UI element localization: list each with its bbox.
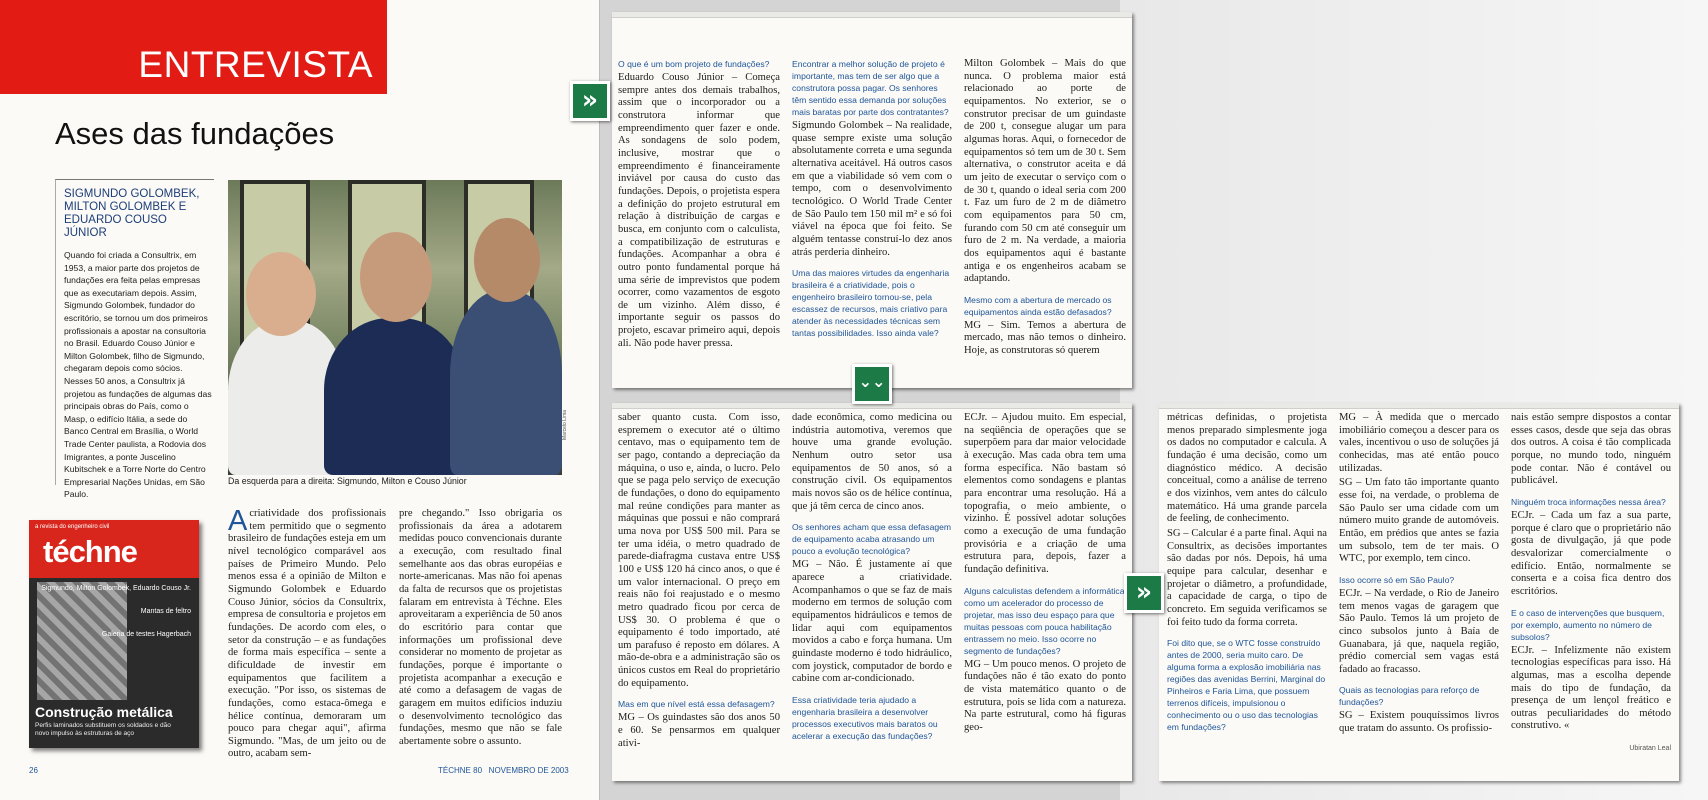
magazine-page-left	[0, 0, 600, 800]
cover-subline: Perfis laminados substituem os soldados e dão novo impulso às estruturas de aço	[35, 722, 171, 737]
column	[792, 58, 952, 339]
photo-caption: Da esquerda para a direita: Sigmundo, Milton e Couso Júnior	[228, 476, 467, 486]
interview-answer: MG – Sim. Temos a abertura de mercado, mas não temos o dinheiro. Hoje, as construtoras só querem	[964, 319, 1126, 357]
column	[1339, 412, 1499, 736]
column	[1511, 412, 1671, 733]
continuation-page-2	[612, 403, 1132, 781]
interview-question: Quais as tecnologias para reforço de fundações?	[1339, 685, 1480, 708]
cover-item: Mantas de feltro	[140, 608, 191, 615]
cover-headline: Construção metálica	[35, 704, 173, 720]
interviewee-names: SIGMUNDO GOLOMBEK, MILTON GOLOMBEK E EDUARDO COUSO JÚNIOR	[64, 188, 200, 239]
drop-cap: A	[228, 505, 248, 537]
head-center	[360, 232, 432, 322]
interview-answer: ECJr. – Infelizmente não existem tecnologias específicas para isso. Há algumas, mas a escolha depende mais do tipo de fundação, da presença de um lençol freático e outras peculiaridades do método construtivo. «	[1511, 644, 1671, 732]
cover-tagline: a revista do engenheiro civil	[35, 524, 110, 530]
section-title: ENTREVISTA	[138, 44, 373, 85]
page-torn-edge	[1159, 403, 1679, 409]
interview-answer: Eduardo Couso Júnior – Começa sempre antes dos demais trabalhos, assim que o incorporador ou a construtora informar que empreendimento quer fazer e onde. As sondagens de solo podem, inclusive, mostrar que o empreendimento é financeiramente inviável por causa do custo das fundações. Depois, o projetista espera a definição do projeto estrutural em relação à distribuição de cargas e busca, em conjunto com o calculista, a compatibilização de estruturas e fundações. Acompanhar a obra é outro ponto fundamental porque há uma série de imprevistos que podem ocorrer, como vazamentos de esgoto de um vizinho. Além disso, é importante seguir os passos do projeto, escavar primeiro aqui, depois ali. Não pode haver pressa.	[618, 72, 780, 349]
interview-answer: métricas definidas, o projetista menos preparado simplesmente joga os dados no computador e calcula. A fundação é uma decisão, como um diagnóstico médico. A decisão conceitual, como a análise de terreno e dos vizinhos, vem antes do cálculo matemático. Há uma grande parcela de feeling, de conhecimento.	[1167, 412, 1327, 525]
interview-answer: MG – Um pouco menos. O projeto de fundações não é tão exato do ponto de vista matemático quanto o de estrutura, pois se lida com a natureza. Na parte estrutural, como há figuras geo-	[964, 658, 1126, 733]
interview-answer: nais estão sempre dispostos a contar esses casos, desde que seja das obras dos outros. A coisa é tão complicada porque, no mundo todo, ninguém pode contar. Não é contável ou publicável.	[1511, 412, 1671, 487]
interview-answer: ECJr. – Ajudou muito. Em especial, na seqüência de operações que se superpõem para dar maior velocidade à execução. Mas cada obra tem uma forma específica. Não bastam só elementos como sondagens e plantas para encontrar uma resolução. Há a topografia, o meio ambiente, o vizinho. É possível adotar soluções como a execução de uma fundação provisória e a criação de uma estrutura para, depois, fazer a fundação definitiva.	[964, 412, 1126, 575]
interview-answer: dade econômica, como medicina ou indústria automotiva, veremos que houve uma grande evolução. Nenhum outro setor usa equipamentos de 50 anos, só a construção civil. Os equipamentos mais novos são os de hélice contínua, que já têm cerca de cinco anos.	[792, 412, 952, 512]
interview-answer: MG – Os guindastes são dos anos 50 e 60. Se pensarmos em qualquer ativi-	[618, 712, 780, 749]
author-signature: Ubiratan Leal	[1629, 745, 1671, 752]
interview-answer: ECJr. – Na verdade, o Rio de Janeiro tem menos vagas de garagem que São Paulo. Temos lá um projeto de cinco subsolos junto à Baía de Guanabara, já que, naquela região, prédio comercial sem vagas está fadado ao fracasso.	[1339, 587, 1499, 675]
continuation-page-3	[1159, 403, 1679, 781]
column	[1167, 412, 1327, 733]
cover-item: Sigmundo, Milton Golombek, Eduardo Couso Jr.	[41, 585, 191, 592]
article-column-1	[228, 505, 386, 761]
continuation-page-1	[612, 12, 1132, 388]
column	[792, 412, 952, 742]
column	[618, 58, 780, 350]
interview-answer: SG – Existem pouquíssimos livros que tratam do assunto. Os profissio-	[1339, 710, 1499, 735]
column	[618, 412, 780, 750]
intro-text: Quando foi criada a Consultrix, em 1953, a maior parte dos projetos de fundações era feita pelas empresas que as executariam depois. Assim, Sigmundo Golombek, fundador do escritório, se tornou um dos primeiros profissionais a apostar na consultoria no Brasil. Eduardo Couso Júnior e Milton Golombek, filho de Sigmundo, chegaram depois como sócios. Nesses 50 anos, a Consultrix já projetou as fundações de algumas das principais obras do País, como o Masp, o edifício Itália, a sede do Banco Central em Brasília, o World Trade Center paulista, a Rodovia dos Imigrantes, a ponte Juscelino Kubitschek e a Torre Norte do Centro Empresarial Nações Unidas, em São Paulo.	[64, 250, 212, 500]
interview-answer: ECJr. – Cada um faz a sua parte, porque é claro que o proprietário não gosta de divulgação, já que pode desvalorizar comercialmente o edifício. Então, normalmente se conserta e a coisa fica dentro dos escritórios.	[1511, 509, 1671, 597]
interview-question: Mas em que nível está essa defasagem?	[618, 699, 775, 710]
intro-sidebar	[55, 179, 214, 500]
interview-answer: SG – Calcular é a parte final. Aqui na Consultrix, as decisões importantes são dadas por nós. Depois, há uma equipe para calcular, desenhar e projetar o diâmetro, a profundidade, a capacidade de carga, o tipo de concreto. Em seguida verificamos se foi feito tudo da forma correta.	[1167, 527, 1327, 628]
page-footer: TÉCHNE 80 NOVEMBRO DE 2003	[438, 766, 569, 775]
interview-question: Os senhores acham que essa defasagem de equipamento acaba atrasando um pouco a evolução tecnológica?	[792, 522, 952, 557]
next-column-arrow[interactable]: »	[570, 81, 610, 121]
head-left	[246, 252, 316, 336]
interview-question: Ninguém troca informações nessa área?	[1511, 496, 1666, 507]
interview-question: Alguns calculistas defendem a informática como um acelerador do processo de projetar, mas isso deu espaço para que muitas pessoas com pouca habilitação entrassem no meio. Isso ocorre no segmento de fundações?	[964, 585, 1125, 656]
interview-question: E o caso de intervenções que busquem, por exemplo, aumento no número de subsolos?	[1511, 607, 1665, 642]
head-right	[474, 218, 540, 302]
person-center	[324, 318, 466, 475]
interview-answer: Sigmundo Golombek – Na realidade, quase sempre existe uma solução absolutamente correta e uma segunda alternativa aceitável. Há outros casos em que a viabilidade só vem com o tempo, com o desenvolvimento tecnológico. O World Trade Center de São Paulo tem 150 mil m² e só foi viável na época que foi feito. Se alguém tentasse construí-lo dez anos atrás perderia dinheiro.	[792, 120, 952, 258]
column	[964, 412, 1126, 734]
cover-item: Galeria de testes Hagerbach	[101, 631, 191, 638]
next-page-arrow[interactable]: »	[1124, 573, 1164, 613]
interview-answer: SG – Um fato tão importante quanto esse foi, na verdade, o problema de São Paulo ser uma cidade com um número muito grande de automóveis. Então, em prédios que antes se fazia um subsolo, tem de ter mais. O WTC, por exemplo, tem cinco.	[1339, 477, 1499, 565]
photo-credit: Marcelo Lima	[562, 409, 568, 440]
interview-question: O que é um bom projeto de fundações?	[618, 59, 770, 69]
article-text: criatividade dos profissionais tem permitido que o segmento brasileiro de fundações esteja em um nível tecnológico comparável aos países de Primeiro Mundo. Pelo menos essa é a opinião de Milton e Sigmundo Golombek e Eduardo Couso Júnior, sócios da Consultrix, empresa de consultoria e projetos em fundações. De acordo com eles, o setor da construção – e as fundações de forma mais específica – sente a dificuldade de investir em equipamentos que facilitem a execução. "Por isso, os sistemas de fundações, como estaca-ômega e hélice contínua, demoraram um pouco para chegar aqui", afirma Sigmundo. "Mas, de um jeito ou de outro, acabam sem-	[228, 508, 386, 760]
cover-items	[41, 584, 191, 653]
interview-question: Essa criatividade teria ajudado a engenharia brasileira a desenvolver processos executivos mais baratos ou acelerar a execução das fundações?	[792, 694, 938, 741]
interview-question: Uma das maiores virtudes da engenharia brasileira é a criatividade, pois o engenheiro brasileiro tornou-se, pela escassez de recursos, mais criativo para atender às necessidades técnicas sem tantas possibilidades. Isso ainda vale?	[792, 268, 950, 339]
interviewees-photo	[228, 180, 562, 475]
interview-question: Isso ocorre só em São Paulo?	[1339, 574, 1455, 585]
interview-answer: MG – À medida que o mercado imobiliário começou a descer para os vales, incentivou o uso de soluções já conhecidas, mas até então pouco utilizadas.	[1339, 412, 1499, 474]
interview-answer: saber quanto custa. Com isso, espremem o executor até o último centavo, mas o equipamento tem de ser pago, contando a depreciação da máquina, o uso e, ainda, o lucro. Pelo que se paga pelo serviço de execução de fundações, o dono do equipamento mal reúne condições para manter as máquinas que possui e não comprará uma nova por US$ 500 mil. Para se ter uma idéia, o metro quadrado de parede-diafragma custava entre US$ 100 e US$ 120 há cinco anos, o que é um valor internacional. O preço em reais não foi reajustado e o mesmo metro quadrado ficou por cerca de US$ 30. O problema é que o equipamento é todo importado, até um parafuso é reposto em dólares. A mão-de-obra e a administração são os únicos custos em Real do proprietário do equipamento.	[618, 412, 780, 689]
article-column-2	[399, 508, 562, 748]
section-banner	[0, 0, 387, 94]
magazine-cover	[29, 520, 199, 748]
down-continue-arrow[interactable]: ⌄⌄	[852, 364, 892, 404]
cover-logo: téchne	[43, 534, 137, 569]
person-right	[450, 290, 562, 475]
interview-answer: MG – Não. É justamente aí que aparece a criatividade. Acompanhamos o que se faz de mais moderno em termos de solução com equipamentos hidráulicos e temos de lidar aqui com equipamentos movidos a cabo e força humana. Um guindaste moderno é todo hidráulico, com joystick, computador de bordo e cabine com ar-condicionado.	[792, 559, 952, 685]
column	[964, 58, 1126, 358]
interview-answer: Milton Golombek – Mais do que nunca. O problema maior está relacionado ao porte de equipamentos. No exterior, se o construtor precisar de um guindaste de 200 t, consegue alugar um para algumas horas. Aqui, o fornecedor de equipamentos só tem um de 30 t. Sem alternativa, o construtor aceita e dá um jeito de executar o serviço com o de 30 t, quando o ideal seria com 200 t. Faz um furo de 2 m de diâmetro com equipamentos para 50 cm, furando com 50 cm até conseguir um furo de 2 m. Na verdade, a maioria dos equipamentos aqui é bastante antiga e os engenheiros acabam se adaptando.	[964, 58, 1126, 285]
interview-question: Encontrar a melhor solução de projeto é importante, mas tem de ser algo que a construtora possa pagar. Os senhores têm sentido essa demanda por soluções mais baratas por parte dos contratantes?	[792, 59, 949, 117]
interview-question: Foi dito que, se o WTC fosse construído antes de 2000, seria muito caro. De alguma forma a explosão imobiliária nas regiões das avenidas Berrini, Marginal do Pinheiros e Faria Lima, que possuem terrenos difíceis, impulsionou o conhecimento ou o uso das tecnologias em fundações?	[1167, 638, 1326, 733]
page-number: 26	[29, 766, 38, 775]
article-text: pre chegando." Isso obrigaria os profissionais da área a adotarem medidas pouco convencionais durante a execução, com resultado final semelhante aos das obras européias e norte-americanas. Mas não foi apenas da falta de recursos que os projetistas falaram em entrevista à Téchne. Eles aproveitaram a experiência de 50 anos do escritório para contar que informações um profissional deve considerar no momento de projetar as fundações, porque é importante o projetista acompanhar a execução e até como a defasagem de vagas de garagem em muitos edifícios induziu o desenvolvimento tecnológico das fundações, mesmo que não se fale abertamente sobre o assunto.	[399, 508, 562, 747]
interview-question: Mesmo com a abertura de mercado os equipamentos ainda estão defasados?	[964, 294, 1112, 317]
page-torn-edge	[612, 12, 1132, 18]
article-headline: Ases das fundações	[55, 116, 335, 151]
